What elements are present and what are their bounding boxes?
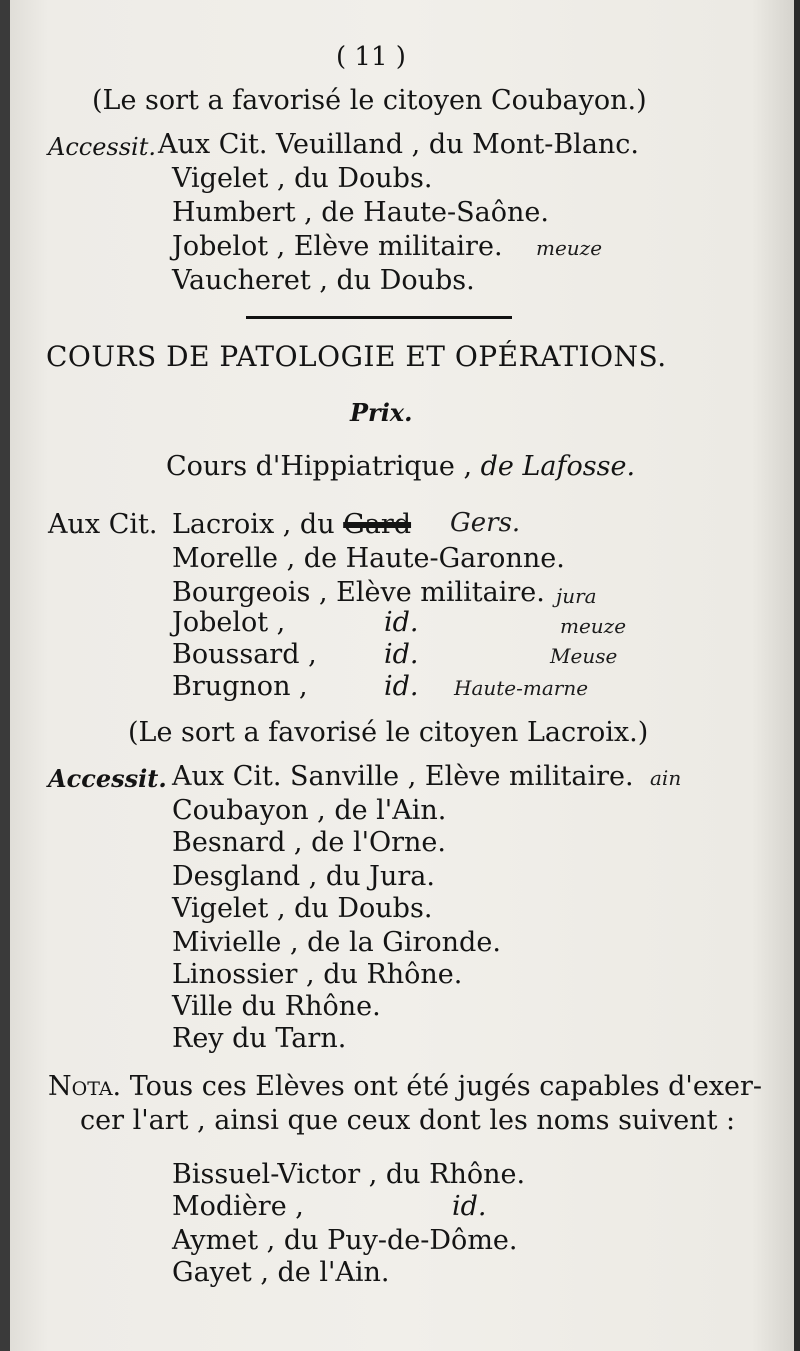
accessit-2-row: Besnard , de l'Orne. <box>172 827 446 858</box>
accessit-2-row: Vigelet , du Doubs. <box>172 893 433 924</box>
accessit-2-row: Rey du Tarn. <box>172 1023 347 1054</box>
prix-label: Prix. <box>350 398 413 427</box>
prix-row: Jobelot , <box>172 607 286 638</box>
sort-line-coubayon: (Le sort a favorisé le citoyen Coubayon.) <box>92 85 647 116</box>
page-number: ( 11 ) <box>336 42 406 72</box>
prix-row <box>172 508 411 542</box>
handwritten-ain: ain <box>650 766 682 790</box>
accessit-2-row: Mivielle , de la Gironde. <box>172 927 501 958</box>
handwritten-meuse: Meuse <box>550 644 618 668</box>
accessit-2-row: Aux Cit. Sanville , Elève militaire. <box>172 761 634 792</box>
accessit-label-2: Accessit. <box>48 764 167 793</box>
page-edge-right <box>794 0 800 1351</box>
prix-id: id. <box>384 639 419 670</box>
nota-text-1: Tous ces Elèves ont été jugés capables d'exer- <box>129 1071 763 1102</box>
section-title: COURS DE PATOLOGIE ET OPÉRATIONS. <box>46 340 667 373</box>
accessit-1-row: Humbert , de Haute-Saône. <box>172 197 549 228</box>
sort-line-lacroix: (Le sort a favorisé le citoyen Lacroix.) <box>128 717 649 748</box>
prix-row: Boussard , <box>172 639 317 670</box>
accessit-2-row: Ville du Rhône. <box>172 991 381 1022</box>
accessit-2-row: Coubayon , de l'Ain. <box>172 795 447 826</box>
prix-name: Lacroix , du <box>172 509 335 540</box>
accessit-2-row: Desgland , du Jura. <box>172 861 435 892</box>
handwritten-jura: jura <box>556 584 597 608</box>
aux-cit-label: Aux Cit. <box>48 509 158 540</box>
accessit-1-row: Aux Cit. Veuilland , du Mont-Blanc. <box>158 129 640 160</box>
final-row: Gayet , de l'Ain. <box>172 1257 390 1288</box>
course-author: de Lafosse. <box>480 451 636 482</box>
course-line <box>166 450 635 484</box>
accessit-label-1: Accessit. <box>48 133 156 161</box>
page-edge-left <box>0 0 10 1351</box>
nota-paragraph <box>48 1070 762 1104</box>
prix-row: Morelle , de Haute-Garonne. <box>172 543 565 574</box>
course-title: Cours d'Hippiatrique , <box>166 451 473 482</box>
prix-row: Brugnon , <box>172 671 308 702</box>
accessit-1-row: Vaucheret , du Doubs. <box>172 265 475 296</box>
handwritten-meuze-2: meuze <box>560 614 627 638</box>
prix-id: id. <box>384 607 419 638</box>
handwritten-gers: Gers. <box>450 508 521 538</box>
prix-id: id. <box>384 671 419 702</box>
section-rule <box>246 316 512 319</box>
accessit-2-row: Linossier , du Rhône. <box>172 959 463 990</box>
prix-row: Bourgeois , Elève militaire. <box>172 577 545 608</box>
final-id: id. <box>452 1191 487 1222</box>
handwritten-haute-marne: Haute-marne <box>454 676 589 700</box>
prix-place-struck: Gard <box>343 509 412 540</box>
final-row: Bissuel-Victor , du Rhône. <box>172 1159 526 1190</box>
nota-text-2: cer l'art , ainsi que ceux dont les noms suivent : <box>80 1105 736 1136</box>
final-row: Modière , <box>172 1191 304 1222</box>
accessit-1-row: Jobelot , Elève militaire. <box>172 231 503 262</box>
nota-label: Nota. <box>48 1071 122 1102</box>
accessit-1-row: Vigelet , du Doubs. <box>172 163 433 194</box>
handwritten-meuze-1: meuze <box>536 236 603 260</box>
final-row: Aymet , du Puy-de-Dôme. <box>172 1225 518 1256</box>
